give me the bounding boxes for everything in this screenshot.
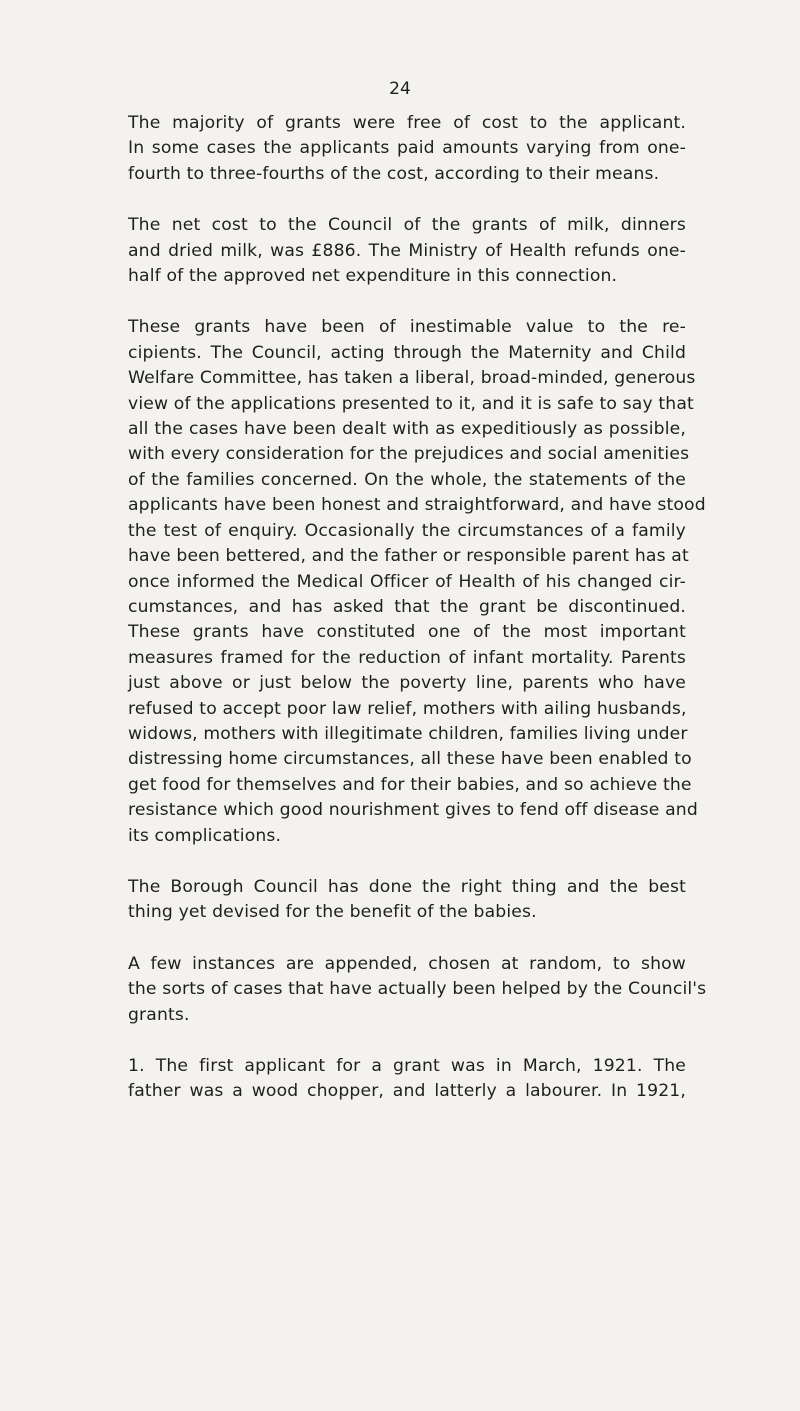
body-text: [128, 111, 707, 1131]
text-line: thing yet devised for the benefit of the babies.: [128, 902, 537, 923]
paragraph-case-one: [128, 1054, 686, 1105]
text-line: view of the applications presented to it, and it is safe to say that: [128, 393, 694, 414]
text-line: half of the approved net expenditure in this connection.: [128, 266, 618, 287]
text-line: father was a wood chopper, and latterly a labourer. In 1921,: [128, 1081, 686, 1102]
paragraph-net-cost: [128, 213, 686, 289]
text-line: cumstances, and has asked that the grant be discontinued.: [128, 596, 686, 617]
text-line: 1. The first applicant for a grant was in March, 1921. The: [128, 1056, 686, 1076]
text-line: just above or just below the poverty line, parents who have: [128, 673, 686, 694]
text-line: The Borough Council has done the right thing and the best: [128, 876, 686, 897]
paragraph-cost-of-grants: [128, 111, 686, 187]
text-line: the test of enquiry. Occasionally the circumstances of a family: [128, 520, 686, 541]
text-line: distressing home circumstances, all these have been enabled to: [128, 749, 692, 770]
text-line: with every consideration for the prejudices and social amenities: [128, 444, 690, 465]
page-number: 24: [389, 79, 411, 99]
text-line: and dried milk, was £886. The Ministry of Health refunds one-: [128, 240, 686, 261]
text-line: In some cases the applicants paid amounts varying from one-: [128, 138, 686, 159]
text-line: of the families concerned. On the whole, the statements of the: [128, 469, 686, 490]
text-line: fourth to three-fourths of the cost, according to their means.: [128, 163, 660, 184]
text-line: measures framed for the reduction of infant mortality. Parents: [128, 647, 686, 668]
text-line: refused to accept poor law relief, mothers with ailing husbands,: [128, 698, 687, 719]
text-line: The net cost to the Council of the grants of milk, dinners: [128, 215, 686, 236]
text-line: cipients. The Council, acting through the Maternity and Child: [128, 342, 686, 363]
paragraph-value-of-grants: [128, 315, 706, 849]
text-line: These grants have been of inestimable value to the re-: [128, 317, 686, 338]
text-line: Welfare Committee, has taken a liberal, broad-minded, generous: [128, 368, 696, 389]
paragraph-borough-council: [128, 875, 686, 926]
text-line: widows, mothers with illegitimate children, families living under: [128, 723, 688, 744]
text-line: have been bettered, and the father or responsible parent has at: [128, 546, 689, 567]
text-line: applicants have been honest and straightforward, and have stood: [128, 495, 706, 516]
text-line: A few instances are appended, chosen at random, to show: [128, 953, 686, 974]
text-line: grants.: [128, 1004, 190, 1025]
text-line: once informed the Medical Officer of Health of his changed cir-: [128, 571, 686, 592]
text-line: get food for themselves and for their babies, and so achieve the: [128, 774, 692, 795]
text-line: resistance which good nourishment gives to fend off disease and: [128, 800, 698, 821]
text-line: all the cases have been dealt with as expeditiously as possible,: [128, 419, 686, 440]
text-line: These grants have constituted one of the most important: [128, 622, 686, 643]
paragraph-instances: [128, 952, 707, 1028]
text-line: the sorts of cases that have actually been helped by the Council's: [128, 979, 707, 1000]
text-line: its complications.: [128, 825, 282, 846]
text-line: The majority of grants were free of cost to the applicant.: [128, 113, 686, 133]
